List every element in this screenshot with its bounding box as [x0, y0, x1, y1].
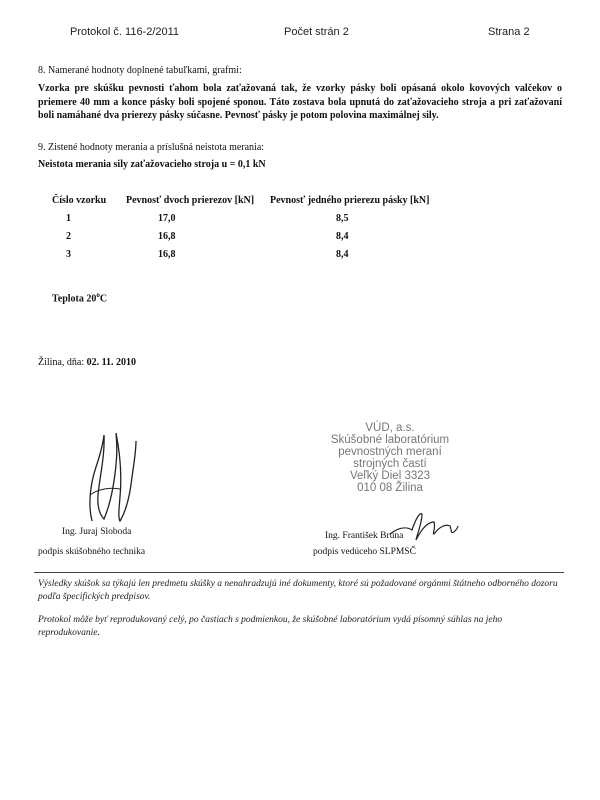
- left-signer-name: Ing. Juraj Sloboda: [62, 527, 132, 537]
- table-cell: 16,8: [158, 231, 176, 242]
- date-line: [38, 356, 136, 369]
- footer-note-results: Výsledky skúšok sa týkajú len predmetu skúšky a nenahradzujú iné dokumenty, ktoré sú požadované orgánmi štátneho odborného dozoru podľa špecifických predpisov.: [38, 579, 558, 602]
- footer-divider: [34, 572, 564, 573]
- right-signer-name: Ing. František Bruna: [325, 531, 404, 541]
- table-cell: 1: [66, 213, 71, 224]
- page-count: Počet strán 2: [284, 26, 349, 38]
- table-cell: 16,8: [158, 249, 176, 260]
- left-signer-role: podpis skúšobného technika: [38, 547, 146, 557]
- temperature-unit: C: [99, 293, 108, 305]
- date-label: Žilina, dňa:: [38, 357, 87, 368]
- column-header: Pevnosť jedného prierezu pásky [kN]: [270, 195, 430, 206]
- page-number: Strana 2: [488, 26, 530, 38]
- stamp-line: Skúšobné laboratórium: [330, 434, 450, 446]
- temperature-label: Teplota 20: [52, 293, 97, 305]
- laboratory-stamp: [300, 422, 480, 494]
- table-cell: 8,4: [336, 231, 349, 242]
- footer-note-reproduction: Protokol môže byť reprodukovaný celý, po častiach s podmienkou, že skúšobné laboratórium vydá písomný súhlas na jeho reprodukovanie.: [38, 615, 503, 638]
- protocol-number: Protokol č. 116-2/2011: [70, 26, 180, 38]
- table-cell: 2: [66, 231, 71, 242]
- uncertainty-statement: Neistota merania sily zaťažovacieho stroja u = 0,1 kN: [38, 159, 266, 170]
- temperature: [52, 289, 107, 305]
- right-signer-role: podpis vedúceho SLPMSČ: [313, 547, 416, 557]
- degree-sign: o: [96, 291, 100, 299]
- column-header: Číslo vzorku: [52, 195, 107, 206]
- stamp-line: 010 08 Žilina: [357, 482, 423, 494]
- section-8-body: Vzorka pre skúšku pevnosti ťahom bola zaťažovaná tak, že vzorky pásky boli opásaná okolo kovových valčekov o priemere 40 mm a konce pásky boli spojené sponou. Táto zostava bola upnutá do zaťažovacieho stroja a pri zaťažovaní boli namáhané dva prierezy pásky súčasne. Pevnosť pásky je potom polovina maximálnej sily.: [38, 83, 562, 121]
- table-cell: 3: [66, 249, 71, 260]
- table-cell: 8,5: [336, 213, 349, 224]
- section-9-heading: 9. Zistené hodnoty merania a príslušná neistota merania:: [38, 142, 265, 153]
- stamp-line: Veľký Diel 3323: [349, 470, 431, 482]
- table-cell: 8,4: [336, 249, 349, 260]
- date-value: 02. 11. 2010: [86, 357, 137, 368]
- stamp-line: strojných častí: [353, 458, 427, 470]
- section-8-heading: 8. Namerané hodnoty doplnené tabuľkami, grafmi:: [38, 65, 242, 76]
- table-cell: 17,0: [158, 213, 176, 224]
- stamp-line: VÚD, a.s.: [365, 422, 415, 434]
- left-signature: [70, 425, 160, 525]
- stamp-line: pevnostných meraní: [338, 446, 442, 458]
- column-header: Pevnosť dvoch prierezov [kN]: [126, 195, 255, 206]
